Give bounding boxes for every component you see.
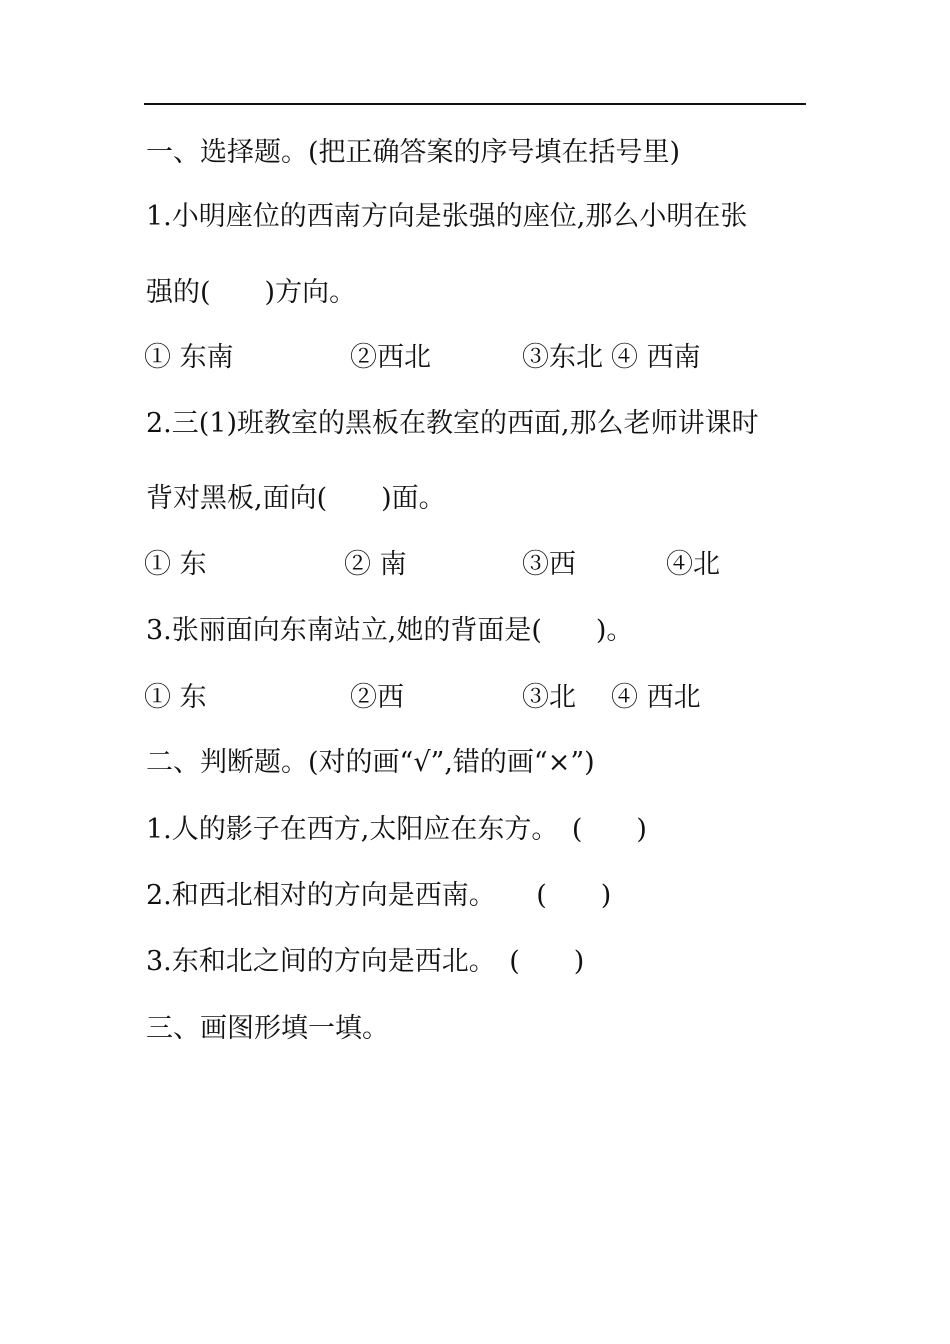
question-3-option-1: ① 东 <box>144 682 207 713</box>
question-2-option-1: ① 东 <box>144 549 207 580</box>
question-2-line-2: 背对黑板,面向( )面。 <box>146 483 446 514</box>
question-2-option-3: ③西 <box>522 549 576 580</box>
question-3-option-4: ④ 西北 <box>611 682 701 713</box>
question-2-option-4: ④北 <box>666 549 720 580</box>
question-1-option-2: ②西北 <box>350 342 431 373</box>
judgment-item-2: 2.和西北相对的方向是西南。 ( ) <box>146 880 612 911</box>
question-1-option-1: ① 东南 <box>144 342 234 373</box>
question-1-option-3: ③东北 <box>522 342 603 373</box>
section-2-title: 二、判断题。(对的画“√”,错的画“×”) <box>146 747 595 778</box>
question-1-line-1: 1.小明座位的西南方向是张强的座位,那么小明在张 <box>146 201 748 232</box>
question-3-line-1: 3.张丽面向东南站立,她的背面是( )。 <box>146 615 634 646</box>
section-1-title: 一、选择题。(把正确答案的序号填在括号里) <box>146 137 681 168</box>
question-3-option-2: ②西 <box>350 682 404 713</box>
question-2-option-2: ② 南 <box>344 549 407 580</box>
judgment-item-1: 1.人的影子在西方,太阳应在东方。 ( ) <box>146 814 647 845</box>
section-3-title: 三、画图形填一填。 <box>146 1013 389 1044</box>
question-2-line-1: 2.三(1)班教室的黑板在教室的西面,那么老师讲课时 <box>146 408 759 439</box>
question-1-option-4: ④ 西南 <box>611 342 701 373</box>
question-1-line-2: 强的( )方向。 <box>146 277 357 308</box>
question-3-option-3: ③北 <box>522 682 576 713</box>
header-rule <box>144 103 806 105</box>
judgment-item-3: 3.东和北之间的方向是西北。 ( ) <box>146 946 585 977</box>
